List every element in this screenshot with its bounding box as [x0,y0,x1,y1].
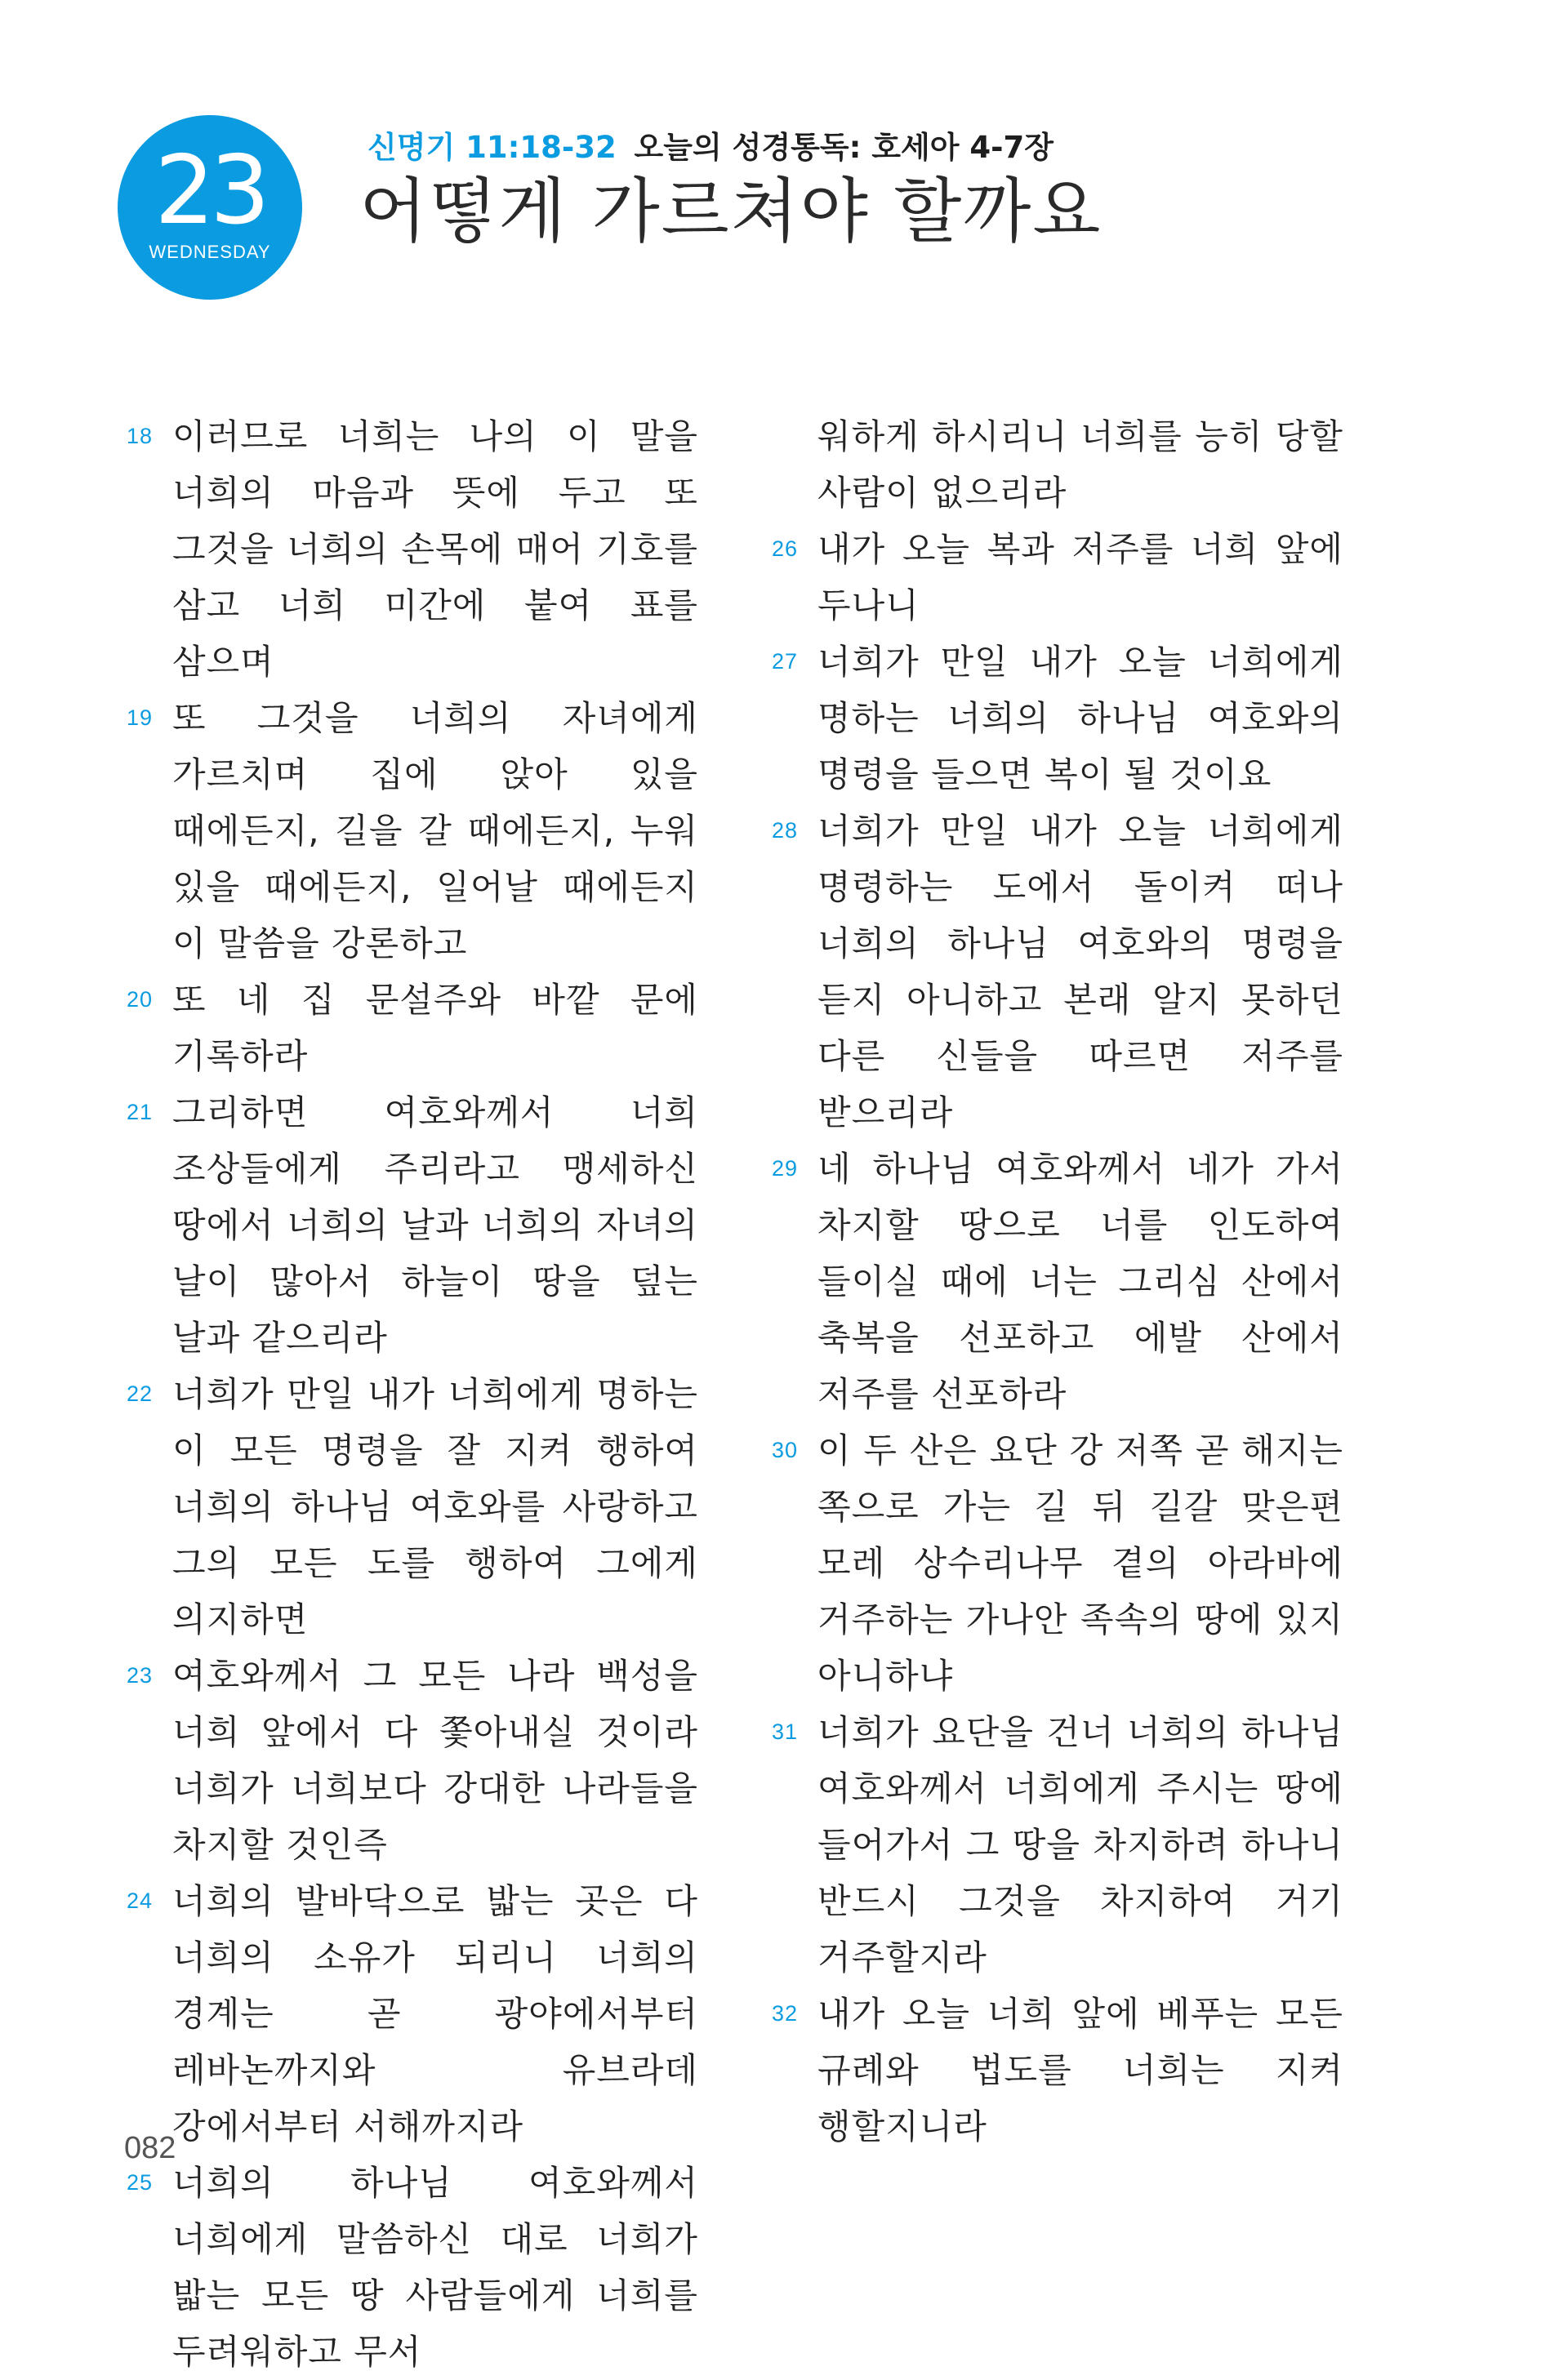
verse-continuation [772,408,1343,521]
verse-number: 23 [127,1663,154,1688]
verse-number: 20 [127,987,154,1012]
verse-text: 내가 오늘 너희 앞에 베푸는 모든 규례와 법도를 너희는 지켜 행할지니라 [817,1994,1343,2146]
verse-number: 31 [772,1719,799,1744]
header-reference [368,122,1054,167]
day-number: 23 [154,136,265,246]
verse [772,1141,1343,1422]
verse [772,1422,1343,1704]
verse [127,1366,698,1648]
verse-text: 이러므로 너희는 나의 이 말을 너희의 마음과 뜻에 두고 또 그것을 너희의 손목에 매어 기호를 삼고 너희 미간에 붙여 표를 삼으며 [172,416,698,682]
verse-text: 너희가 만일 내가 너희에게 명하는 이 모든 명령을 잘 지켜 행하여 너희의 하나님 여호와를 사랑하고 그의 모든 도를 행하여 그에게 의지하면 [172,1374,698,1639]
verse [772,634,1343,803]
verse-text: 또 네 집 문설주와 바깥 문에 기록하라 [172,980,698,1076]
verse-text: 너희의 하나님 여호와께서 너희에게 말씀하신 대로 너희가 밟는 모든 땅 사람들에게 너희를 두려워하고 무서 [172,2163,698,2372]
verse [127,972,698,1084]
verse-number: 29 [772,1156,799,1181]
verse-number: 32 [772,2001,799,2026]
verse [772,1704,1343,1986]
verse-number: 27 [772,649,799,674]
verse-number: 18 [127,424,154,448]
verse-number: 19 [127,705,154,730]
verse [127,1873,698,2155]
verse-text: 워하게 하시리니 너희를 능히 당할 사람이 없으리라 [817,416,1343,513]
verse [127,408,698,690]
verse [127,690,698,972]
verse [772,803,1343,1141]
verse-number: 25 [127,2170,154,2195]
verse [772,521,1343,634]
verse [127,2155,698,2380]
verse-text: 너희가 만일 내가 오늘 너희에게 명하는 너희의 하나님 여호와의 명령을 들으면 복이 될 것이요 [817,642,1343,794]
verse-text: 이 두 산은 요단 강 저쪽 곧 해지는 쪽으로 가는 길 뒤 길갈 맞은편 모레 상수리나무 곁의 아라바에 거주하는 가나안 족속의 땅에 있지 아니하냐 [817,1430,1343,1696]
verse [772,1986,1343,2155]
verse-text: 너희가 요단을 건너 너희의 하나님 여호와께서 너희에게 주시는 땅에 들어가서 그 땅을 차지하려 하나니 반드시 그것을 차지하여 거기 거주할지라 [817,1712,1343,1977]
passage-reference: 신명기 11:18-32 [368,130,617,165]
verse-column-left [127,408,698,2380]
reading-plan: 오늘의 성경통독: 호세아 4-7장 [634,130,1054,165]
verse-text: 또 그것을 너희의 자녀에게 가르치며 집에 앉아 있을 때에든지, 길을 갈 때에든지, 누워 있을 때에든지, 일어날 때에든지 이 말씀을 강론하고 [172,698,698,963]
verse-number: 30 [772,1438,799,1462]
page-title: 어떻게 가르쳐야 할까요 [359,171,1102,252]
verse [127,1648,698,1873]
verse-text: 내가 오늘 복과 저주를 너희 앞에 두나니 [817,529,1343,625]
page-number: 082 [124,2131,176,2165]
verse-text: 여호와께서 그 모든 나라 백성을 너희 앞에서 다 쫓아내실 것이라 너희가 너희보다 강대한 나라들을 차지할 것인즉 [172,1656,698,1865]
verse-text: 그리하면 여호와께서 너희 조상들에게 주리라고 맹세하신 땅에서 너희의 날과 너희의 자녀의 날이 많아서 하늘이 땅을 덮는 날과 같으리라 [172,1092,698,1358]
verse-number: 28 [772,818,799,843]
verse-number: 24 [127,1888,154,1913]
verse [127,1084,698,1366]
verse-number: 22 [127,1381,154,1406]
day-badge [118,115,302,300]
verse-number: 26 [772,536,799,561]
verse-text: 너희가 만일 내가 오늘 너희에게 명령하는 도에서 돌이켜 떠나 너희의 하나님 여호와의 명령을 듣지 아니하고 본래 알지 못하던 다른 신들을 따르면 저주를 받으리라 [817,811,1343,1132]
day-of-week: WEDNESDAY [149,242,271,262]
verse-text: 네 하나님 여호와께서 네가 가서 차지할 땅으로 너를 인도하여 들이실 때에 너는 그리심 산에서 축복을 선포하고 에발 산에서 저주를 선포하라 [817,1149,1343,1414]
verse-number: 21 [127,1100,154,1124]
verse-text: 너희의 발바닥으로 밟는 곳은 다 너희의 소유가 되리니 너희의 경계는 곧 광야에서부터 레바논까지와 유브라데 강에서부터 서해까지라 [172,1881,698,2146]
verse-column-right [772,408,1343,2155]
